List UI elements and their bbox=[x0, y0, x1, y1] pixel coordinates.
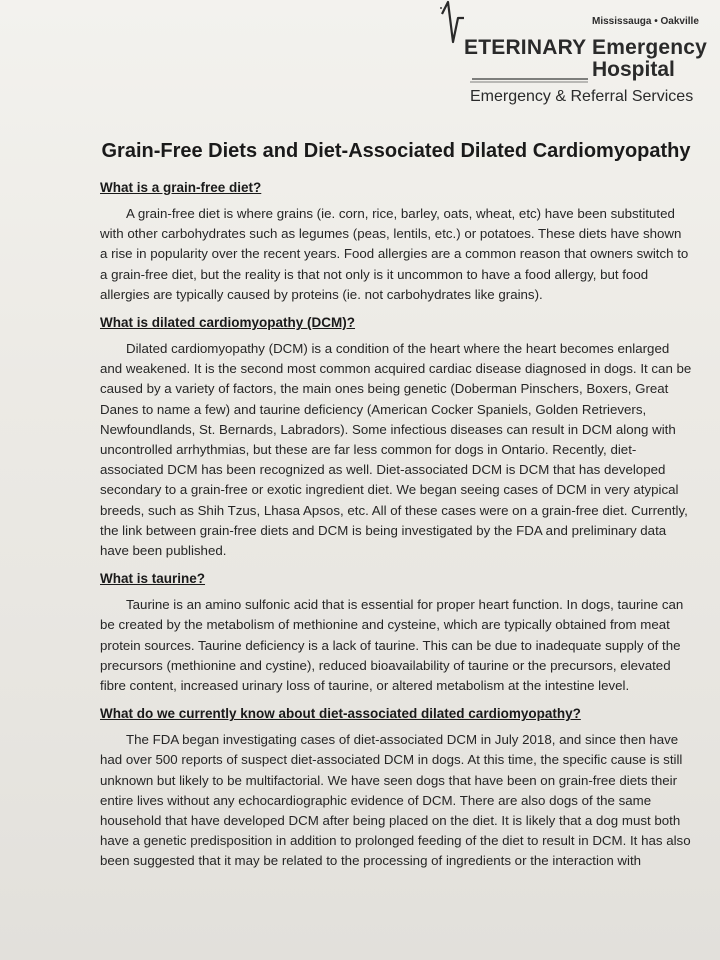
letterhead bbox=[440, 0, 720, 120]
letterhead-services: Emergency & Referral Services bbox=[470, 88, 694, 105]
section-heading-dcm: What is dilated cardiomyopathy (DCM)? bbox=[100, 315, 356, 331]
section-body-taurine: Taurine is an amino sulfonic acid that is essential for proper heart function. In dogs, taurine can be created by the metabolism of methionine and cysteine, which are typically obtained from meat protein sources. Taurine deficiency is a lack of taurine. This can be due to inadequate supply of the precursors (methionine and cystine), reduced bioavailability of taurine or the precursors, elevated fibre content, increased urinary loss of taurine, or altered metabolism at the intestine level. bbox=[100, 597, 684, 694]
section-heading-grain-free: What is a grain-free diet? bbox=[100, 180, 262, 195]
letterhead-name-line2: Hospital bbox=[592, 58, 675, 81]
letterhead-name-line1: ETERINARY Emergency bbox=[464, 36, 708, 59]
section-heading-taurine: What is taurine? bbox=[100, 571, 206, 587]
document-content bbox=[100, 136, 692, 882]
section-body-dcm: Dilated cardiomyopathy (DCM) is a condition of the heart where the heart becomes enlarged and weakened. It is the second most common acquired cardiac disease diagnosed in dogs. It can be caused by a variety of factors, the main ones being genetic (Doberman Pinschers, Boxers, Great Danes to name a few) and taurine deficiency (American Cocker Spaniels, Golden Retrievers, Newfoundlands, St. Bernards, Labradors). Some infectious diseases can result in DCM along with uncontrolled arrhythmias, but these are far less common for dogs in Ontario. Recently, diet-associated DCM has been recognized as well. Diet-associated DCM is DCM that has developed secondary to a grain-free or exotic ingredient diet. We began seeing cases of DCM in very atypical breeds, such as Shih Tzus, Lhasa Apsos, etc. All of these cases were on a grain-free diet. Currently, the link between grain-free diets and DCM is being investigated by the FDA and preliminary data have been published. bbox=[100, 341, 692, 559]
document-title: Grain-Free Diets and Diet-Associated Dilated Cardiomyopathy bbox=[101, 140, 691, 162]
section-body-grain-free: A grain-free diet is where grains (ie. corn, rice, barley, oats, wheat, etc) have been substituted with other carbohydrates such as legumes (peas, lentils, etc.) or potatoes. These diets have shown a rise in popularity over the recent years. Food allergies are a common reason that owners switch to a grain-free diet, but the reality is that not only is it uncommon to have a food allergy, but food allergies are typically caused by proteins (ie. not carbohydrates like grains). bbox=[100, 206, 689, 302]
section-heading-current-knowledge: What do we currently know about diet-associated dilated cardiomyopathy? bbox=[100, 706, 581, 722]
section-body-current-knowledge: The FDA began investigating cases of diet-associated DCM in July 2018, and since then have had over 500 reports of suspect diet-associated DCM in dogs. At this time, the specific cause is still unknown but likely to be multifactorial. We have seen dogs that have been on grain-free diets their entire lives without any echocardiographic evidence of DCM. There are also dogs of the same household that have developed DCM after being placed on the diet. It is likely that a dog must both have a genetic predisposition in addition to prolonged feeding of the diet to result in DCM. It has also been suggested that it may be related to the processing of ingredients or the interaction with bbox=[100, 732, 691, 869]
letterhead-cities: Mississauga • Oakville bbox=[592, 16, 699, 27]
